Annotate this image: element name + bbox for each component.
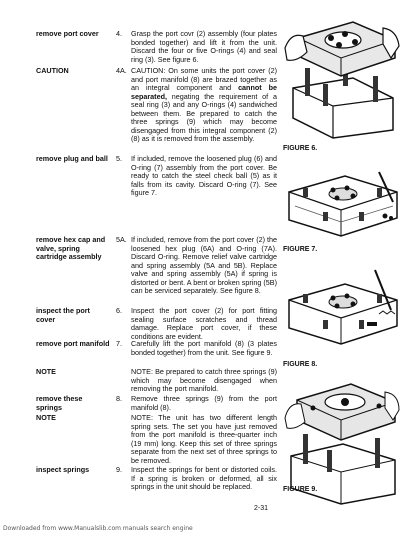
step-5-text: If included, remove the loosened plug (6) and O-ring (7) assembly from the port cover. Be ready to catch the steel check ball (5) as it falls from its cavity. Discard O-ring (7). See figure 7. xyxy=(131,154,277,197)
step-9-label: inspect springs xyxy=(36,465,90,474)
step-5-label: remove plug and ball xyxy=(36,154,108,163)
step-4-text: Grasp the port covr (2) assembly (four plates bonded together) and lift it from the unit. Discard the four or five O-rings (4) and seal ring (3). See figure 6. xyxy=(131,29,277,64)
figure-8-illustration xyxy=(283,264,401,356)
step-4-label: remove port cover xyxy=(36,29,99,38)
step-4a-number: 4A. xyxy=(116,66,127,75)
step-7-number: 7. xyxy=(116,339,122,348)
note-1-label: NOTE xyxy=(36,367,56,376)
figure-7-illustration xyxy=(283,162,401,242)
step-7-text: Carefully lift the port manifold (8) (3 plates bonded together) from the unit. See figure 9. xyxy=(131,339,277,357)
step-9-number: 9. xyxy=(116,465,122,474)
step-4-number: 4. xyxy=(116,29,122,38)
step-5a-label: remove hex cap and valve, spring cartridge assembly xyxy=(36,235,106,261)
step-4a-text: CAUTION: On some units the port cover (2) and port manifold (8) are brazed together as an integral component and cannot be separated, negating the requirement of a seal ring (3) and any O-rings (4) sandwiched between them. Be prepared to catch the three springs (9) which may become disengaged from this integral component (2)(8) as it is removed from the assembly. xyxy=(131,66,277,143)
figure-6-caption: FIGURE 6. xyxy=(283,145,318,152)
step-8-number: 8. xyxy=(116,394,122,403)
step-5-number: 5. xyxy=(116,154,122,163)
step-6-text: Inspect the port cover (2) for port fitting sealing surface scratches and thread damage. Replace port cover, if these conditions are evident. xyxy=(131,306,277,341)
note-2-text: NOTE: The unit has two different length spring sets. The set you have just removed from the port manifold is three-quarter inch (19 mm) long. Keep this set of three springs separate from the next set of three springs to be removed. xyxy=(131,413,277,465)
step-8-text: Remove three springs (9) from the port manifold (8). xyxy=(131,394,277,412)
figure-7-caption: FIGURE 7. xyxy=(283,246,318,253)
step-7-label: remove port manifold xyxy=(36,339,110,348)
step-6-label: inspect the port cover xyxy=(36,306,90,324)
note-1-text: NOTE: Be prepared to catch three springs (9) which may become disengaged when removing the port manifold. xyxy=(131,367,277,393)
figure-6-illustration xyxy=(283,18,401,140)
step-9-text: Inspect the springs for bent or distorted coils. If a spring is broken or deformed, all six springs in the unit should be replaced. xyxy=(131,465,277,491)
caution-label: CAUTION xyxy=(36,66,69,75)
step-5a-number: 5A. xyxy=(116,235,127,244)
note-2-label: NOTE xyxy=(36,413,56,422)
step-6-number: 6. xyxy=(116,306,122,315)
caution-emphasis: cannot be separated, xyxy=(131,83,277,101)
figure-8-caption: FIGURE 8. xyxy=(283,361,318,368)
download-footer: Downloaded from www.Manualslib.com manuals search engine xyxy=(3,525,193,532)
step-5a-text: If included, remove from the port cover (2) the loosened hex plug (6A) and O-ring (7A). Discard O-ring. Remove relief valve cartridge and spring assembly (5A and 5B). Replace valve and spring assembly (5A) if spring is distorted or bent. A bent or broken spring (5B) can be serviced separately. See figure 8. xyxy=(131,235,277,295)
page-number: 2-31 xyxy=(254,505,269,512)
figure-9-caption: FIGURE 9. xyxy=(283,486,318,493)
step-8-label: remove these springs xyxy=(36,394,83,412)
